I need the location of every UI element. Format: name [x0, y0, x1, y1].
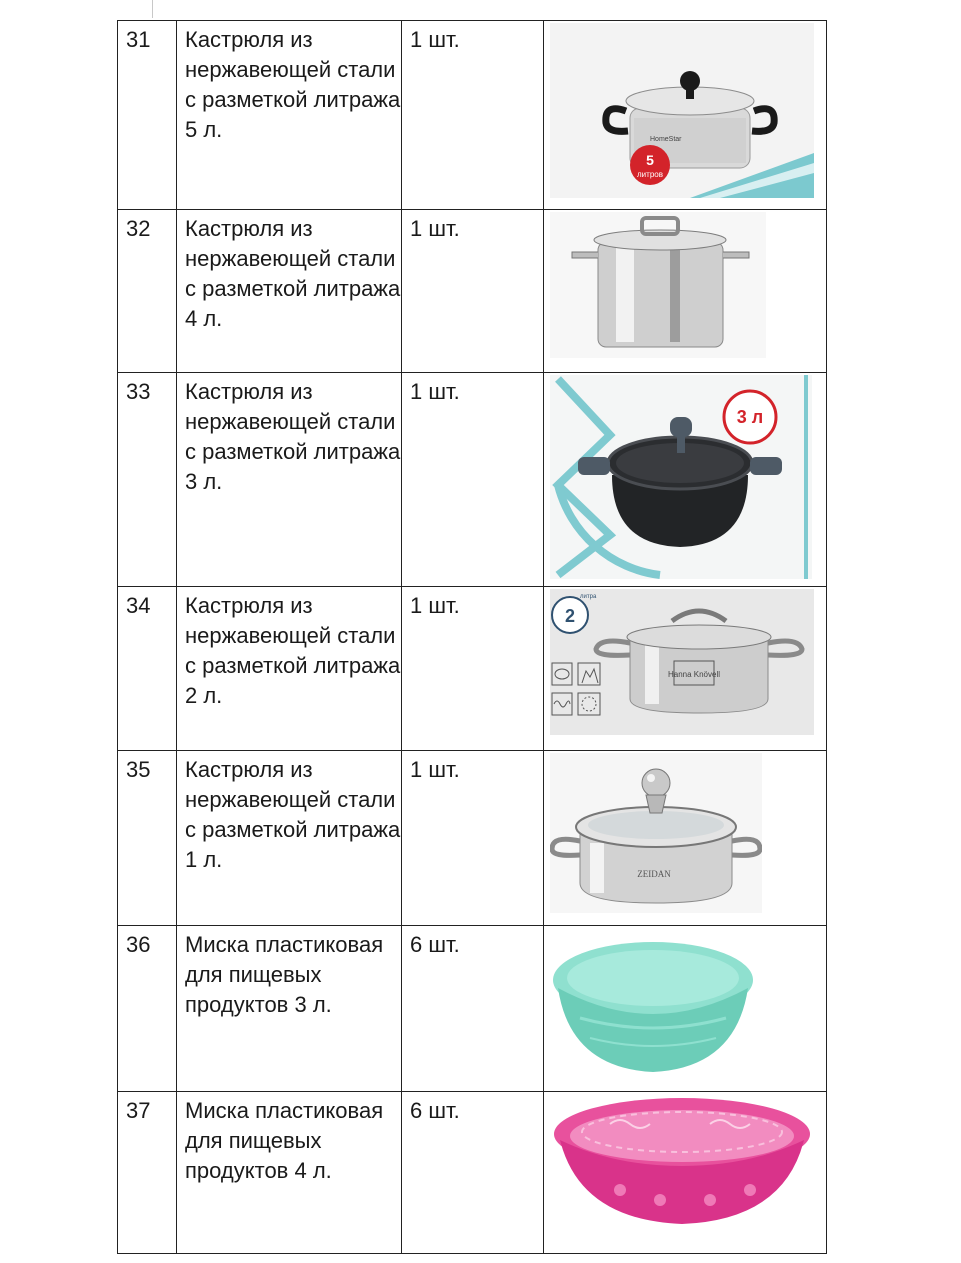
- row-number: 33: [126, 379, 151, 404]
- table-row: [118, 373, 827, 587]
- item-quantity: 6 шт.: [410, 932, 460, 957]
- row-number: 35: [126, 757, 151, 782]
- brand-label: ZEIDAN: [637, 869, 671, 879]
- table-row: [118, 21, 827, 210]
- item-name-cell: [177, 373, 402, 587]
- item-quantity: 1 шт.: [410, 593, 460, 618]
- image-cell: [544, 587, 827, 751]
- tall-steel-stockpot-icon: [550, 212, 826, 358]
- steel-pot-glass-lid-icon: [550, 23, 826, 198]
- row-number: 32: [126, 216, 151, 241]
- volume-badge-unit: литров: [637, 170, 663, 179]
- row-number-cell: [118, 21, 177, 210]
- image-cell: [544, 21, 827, 210]
- small-steel-pot-icon: [550, 753, 826, 913]
- row-number-cell: [118, 210, 177, 373]
- volume-badge: 3 л: [736, 407, 764, 427]
- image-cell: [544, 1092, 827, 1254]
- item-name: Миска пластиковая для пищевых продуктов 4 л.: [185, 1098, 384, 1183]
- row-number: 31: [126, 27, 151, 52]
- item-name-cell: [177, 1092, 402, 1254]
- quantity-cell: [402, 751, 544, 926]
- item-name: Миска пластиковая для пищевых продуктов 3 л.: [185, 932, 384, 1017]
- item-name-cell: [177, 21, 402, 210]
- quantity-cell: [402, 587, 544, 751]
- row-number: 34: [126, 593, 151, 618]
- item-name: Кастрюля из нержавеющей стали с разметкой литража 5 л.: [185, 27, 401, 142]
- table-row: [118, 210, 827, 373]
- table-row: [118, 1092, 827, 1254]
- item-name: Кастрюля из нержавеющей стали с разметкой литража 2 л.: [185, 593, 401, 708]
- image-cell: [544, 751, 827, 926]
- quantity-cell: [402, 373, 544, 587]
- item-quantity: 6 шт.: [410, 1098, 460, 1123]
- row-number: 37: [126, 1098, 151, 1123]
- black-nonstick-pot-icon: [550, 375, 826, 579]
- steel-saucepot-icon: [550, 589, 826, 735]
- image-cell: [544, 926, 827, 1092]
- table-row: [118, 926, 827, 1092]
- brand-label: HomeStar: [650, 136, 682, 143]
- brand-label: Hanna Knövell: [667, 670, 721, 679]
- item-name: Кастрюля из нержавеющей стали с разметкой литража 1 л.: [185, 757, 401, 872]
- quantity-cell: [402, 926, 544, 1092]
- item-name-cell: [177, 926, 402, 1092]
- item-name: Кастрюля из нержавеющей стали с разметкой литража 3 л.: [185, 379, 401, 494]
- item-name: Кастрюля из нержавеющей стали с разметкой литража 4 л.: [185, 216, 401, 331]
- volume-badge-unit: литра: [580, 594, 597, 600]
- quantity-cell: [402, 210, 544, 373]
- pink-plastic-bowl-icon: [550, 1094, 826, 1234]
- item-quantity: 1 шт.: [410, 27, 460, 52]
- volume-badge: 2: [564, 606, 576, 626]
- row-number-cell: [118, 1092, 177, 1254]
- page-edge-mark: [152, 0, 153, 18]
- row-number-cell: [118, 751, 177, 926]
- image-cell: [544, 210, 827, 373]
- item-quantity: 1 шт.: [410, 216, 460, 241]
- item-name-cell: [177, 587, 402, 751]
- item-name-cell: [177, 210, 402, 373]
- image-cell: [544, 373, 827, 587]
- inventory-table: [117, 20, 827, 1254]
- item-quantity: 1 шт.: [410, 379, 460, 404]
- quantity-cell: [402, 21, 544, 210]
- item-quantity: 1 шт.: [410, 757, 460, 782]
- table-row: [118, 751, 827, 926]
- mint-plastic-bowl-icon: [550, 928, 826, 1078]
- row-number-cell: [118, 587, 177, 751]
- item-name-cell: [177, 751, 402, 926]
- row-number-cell: [118, 926, 177, 1092]
- volume-badge: 5: [646, 152, 654, 168]
- table-row: [118, 587, 827, 751]
- quantity-cell: [402, 1092, 544, 1254]
- row-number-cell: [118, 373, 177, 587]
- row-number: 36: [126, 932, 151, 957]
